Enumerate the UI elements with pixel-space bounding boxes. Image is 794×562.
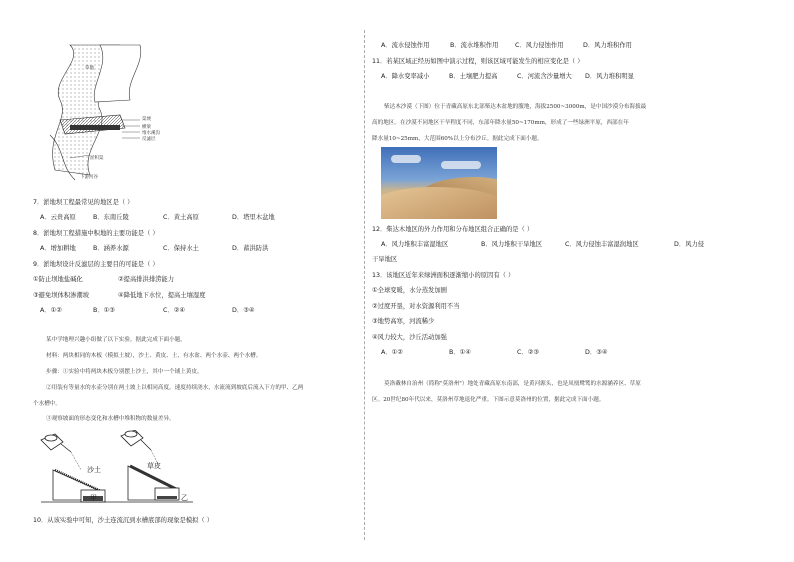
option-b[interactable]: B．涵养水源 — [93, 245, 129, 252]
option-d[interactable]: D．③④ — [232, 307, 255, 314]
experiment-label-sand: 沙土 — [87, 466, 101, 474]
material3-line-1: 莫洛戴林自治州（简称"莫洛州"）地处青藏高原东南部，是黄河源头，也是凤凰鹭鸶的水源涵养区、草原 — [384, 381, 641, 387]
option-a[interactable]: A．云贵高原 — [40, 214, 76, 221]
watering-kettle-icon — [41, 434, 71, 452]
question-9-item-1: ①防止坝地盐碱化 — [33, 276, 83, 283]
option-b[interactable]: B．东南丘陵 — [93, 214, 129, 221]
option-a[interactable]: A．降水变率减小 — [381, 73, 430, 80]
option-c[interactable]: C．②③ — [517, 349, 540, 356]
option-c[interactable]: C．河流含沙量增大 — [517, 73, 572, 80]
question-13-item-1: ①全球变暖，水分蒸发加剧 — [372, 287, 447, 294]
material-line-1: 材料：两块相同的木板（模拟土坡），沙土、黄皮、土、有水盆、两个水壶、两个水槽。 — [46, 353, 262, 359]
figure1-label-drain: 堆水溪沟 — [142, 131, 160, 136]
material3-line-2: 区。20世纪80年代以来，莫洛州草地退化严重。下图示意莫洛州的位置，据此完成下面小题。 — [372, 397, 605, 403]
question-13: 13．该地区近年来绿洲面积逐渐缩小的原因有（ ） — [372, 272, 515, 279]
question-8: 8．淤地坝工程措施中积地的主要功能是（ ） — [33, 230, 159, 237]
question-9-item-3: ③避免坝体积渗潮坡 — [33, 292, 90, 299]
question-11: 11．若某区域正经历如图中演示过程，则该区域可能发生的相应变化是（ ） — [372, 58, 584, 65]
option-c[interactable]: C．保持水土 — [163, 245, 199, 252]
material2-line-3: 降水量10~25mm，大范围60%以上分布沙丘。据此完成下面小题。 — [372, 136, 543, 142]
option-a[interactable]: A．风力堆积丰富湿地区 — [381, 241, 449, 248]
option-a[interactable]: A．增加耕地 — [40, 245, 76, 252]
watering-kettle-icon — [121, 430, 151, 450]
option-b[interactable]: B．①③ — [93, 307, 115, 314]
question-12-option-d-continued: 干旱地区 — [372, 256, 398, 263]
option-b[interactable]: B．①④ — [449, 349, 471, 356]
option-a[interactable]: A．①② — [381, 349, 403, 356]
option-a[interactable]: A．流水侵蚀作用 — [381, 42, 430, 49]
option-c[interactable]: C．风力侵蚀丰富湿润地区 — [565, 241, 639, 248]
option-c[interactable]: C．风力侵蚀作用 — [515, 42, 564, 49]
question-7-options — [40, 214, 275, 222]
question-13-item-2: ②过度开垦，对水资源利用不当 — [372, 303, 460, 310]
figure1-label-filter: 反滤层 — [142, 137, 156, 142]
material2-line-1: 柴达木沙漠（下图）位于青藏高原东北部柴达木盆地的腹地，海拔2500~3000m，是中国沙漠分布海拔最 — [384, 104, 647, 110]
experiment-diagram — [33, 430, 223, 510]
experiment-label-jia: 甲 — [90, 494, 97, 502]
desert-photo — [381, 147, 497, 219]
question-9-options — [40, 307, 254, 315]
experiment-label-turf: 草皮 — [147, 462, 161, 470]
material-line-2: 步骤：①实验中将两块木板分别摆上沙土，其中一个铺上黄皮。 — [46, 369, 203, 375]
option-d[interactable]: D．风力侵 — [674, 241, 705, 248]
question-10-option-b[interactable]: B．流水堆积作用 — [450, 42, 499, 49]
option-d[interactable]: D．蓄洪防洪 — [232, 245, 269, 252]
figure1-label-grass: 草地 — [85, 66, 94, 71]
question-11-options — [381, 73, 634, 81]
option-c[interactable]: C．黄土高原 — [163, 214, 199, 221]
figure1-label-beam: 横梁 — [142, 125, 151, 130]
question-7: 7．淤地坝工程最常见的地区是（ ） — [33, 199, 134, 206]
material-intro: 某中学地理兴趣小组做了以下实验。据此完成下面小题。 — [46, 337, 186, 343]
option-b[interactable]: B．风力堆积干旱地区 — [481, 241, 543, 248]
option-b[interactable]: B．土壤肥力提高 — [449, 73, 498, 80]
figure1-label-embankment: 渠埂 — [142, 117, 151, 122]
question-13-item-3: ③地势高寒，河流稀少 — [372, 318, 435, 325]
figure1-label-downstream: 下游河谷 — [80, 175, 98, 180]
question-12: 12．柴达木地区的外力作用和分布地区组合正确的是（ ） — [372, 226, 534, 233]
question-12-options — [381, 241, 704, 249]
option-a[interactable]: A．①② — [40, 307, 62, 314]
material-line-4: 个水槽中。 — [33, 401, 61, 407]
question-10: 10．从该实验中可知，沙土连流沉到水槽底部的现象是模拟（ ） — [33, 517, 214, 524]
option-d[interactable]: D．风力堆积明显 — [585, 73, 634, 80]
figure1-label-silt-channel: 淤积渠 — [90, 156, 104, 161]
material-line-5: ③观察坡面的形态变化和水槽中堆积物的数量差异。 — [46, 416, 175, 422]
material-line-3: ②用装有等量水的水壶分别在两土坡上以相同高度，速度持续浇水，水流流到坡底后流入下方的甲、乙两 — [46, 385, 304, 391]
question-13-item-4: ④风力较大，沙丘活动加强 — [372, 334, 447, 341]
option-d[interactable]: D．风力堆积作用 — [583, 42, 632, 49]
option-d[interactable]: D．③④ — [585, 349, 608, 356]
check-dam-diagram — [30, 40, 180, 185]
question-9: 9．淤地坝设计反滤层的主要目的可能是（ ） — [33, 261, 159, 268]
option-c[interactable]: C．②④ — [163, 307, 186, 314]
question-8-options — [40, 245, 268, 253]
question-10-options — [381, 42, 632, 50]
experiment-label-yi: 乙 — [181, 494, 188, 502]
material2-line-2: 高的地区。在沙漠不同地区干旱程度不同，东部年降水量50~170mm，形成了一些绿洲平原，西部在年 — [372, 120, 629, 126]
column-separator — [364, 30, 365, 540]
question-9-item-2: ②提高排洪排涝能力 — [118, 276, 175, 283]
question-9-item-4: ④降低地下水位，提高土壤湿度 — [118, 292, 206, 299]
option-d[interactable]: D．塔里木盆地 — [232, 214, 275, 221]
question-13-options — [381, 349, 607, 357]
